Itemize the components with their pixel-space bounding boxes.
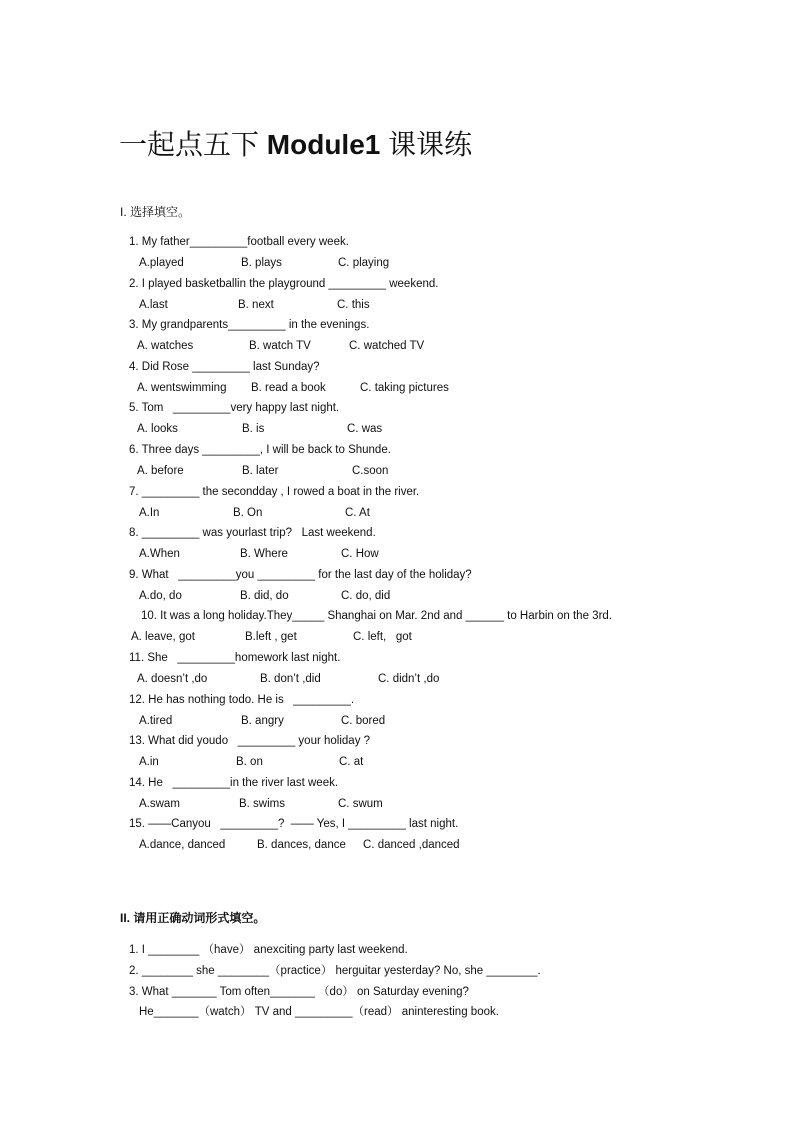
question-text: 6. Three days _________, I will be back to Shunde. xyxy=(129,444,391,456)
option-a: A. watches xyxy=(137,340,194,353)
section2-heading: II. 请用正确动词形式填空。 xyxy=(120,911,266,925)
option-b: B. watch TV xyxy=(249,340,311,353)
section1-heading: I. 选择填空。 xyxy=(120,205,191,219)
title-suffix: 课课练 xyxy=(380,129,473,160)
option-a: A.played xyxy=(139,257,184,269)
option-a: A.last xyxy=(139,298,168,311)
fill-in-line: 3. What _______ Tom often_______ （do） on Saturday evening? xyxy=(129,986,469,998)
question-text: 7. _________ the secondday , I rowed a boat in the river. xyxy=(129,485,420,498)
question-text: 9. What _________you _________ for the last day of the holiday? xyxy=(129,568,472,581)
question-text: 1. My father_________football every week. xyxy=(129,236,349,248)
option-c: C. left, got xyxy=(353,631,412,644)
option-b: B. is xyxy=(242,423,265,436)
option-b: B. read a book xyxy=(251,381,326,394)
option-b: B. Where xyxy=(240,548,288,561)
fill-in-line: He_______（watch） TV and _________（read） aninteresting book. xyxy=(139,1006,499,1018)
option-b: B. On xyxy=(233,506,263,519)
option-b: B. plays xyxy=(241,257,282,269)
option-c: C. playing xyxy=(338,257,390,269)
option-c: C. do, did xyxy=(341,589,391,602)
option-b: B. angry xyxy=(241,714,284,727)
question-text: 3. My grandparents_________ in the evenings. xyxy=(129,319,370,332)
question-text: 11. She _________homework last night. xyxy=(129,652,341,664)
option-a: A. leave, got xyxy=(131,631,195,644)
option-c: C. watched TV xyxy=(349,340,425,353)
option-c: C. this xyxy=(337,298,370,311)
question-text: 15. ——Canyou _________? —— Yes, I _________ last night. xyxy=(129,818,459,831)
option-c: C. was xyxy=(347,423,383,436)
option-a: A.do, do xyxy=(139,589,182,602)
question-text: 4. Did Rose _________ last Sunday? xyxy=(129,360,320,373)
option-b: B.left , get xyxy=(245,631,297,644)
option-a: A.tired xyxy=(139,714,173,727)
title-prefix: 一起点五下 xyxy=(119,129,267,160)
option-b: B. don’t ,did xyxy=(260,673,321,685)
option-a: A.When xyxy=(139,548,180,561)
option-a: A. before xyxy=(137,465,184,477)
question-text: 13. What did youdo _________ your holiday ? xyxy=(129,735,371,748)
title-module: Module1 xyxy=(266,129,381,160)
option-c: C. taking pictures xyxy=(360,381,449,394)
option-b: B. next xyxy=(238,298,274,311)
option-c: C. How xyxy=(341,548,379,561)
option-a: A. looks xyxy=(137,423,178,436)
question-text: 5. Tom _________very happy last night. xyxy=(129,402,340,415)
option-c: C. bored xyxy=(341,714,386,727)
question-text: 14. He _________in the river last week. xyxy=(129,776,339,789)
option-b: B. on xyxy=(236,756,263,769)
question-text: 8. _________ was yourlast trip? Last weekend. xyxy=(129,527,376,540)
fill-in-line: 2. ________ she ________（practice） herguitar yesterday? No, she ________. xyxy=(129,965,541,977)
option-c: C. didn’t ,do xyxy=(378,673,440,685)
option-a: A.swam xyxy=(139,797,180,810)
option-c: C. at xyxy=(339,756,364,769)
question-text: 10. It was a long holiday.They_____ Shanghai on Mar. 2nd and ______ to Harbin on the 3rd. xyxy=(141,610,612,623)
page-title xyxy=(119,127,472,163)
option-a: A.in xyxy=(139,756,159,769)
fill-in-line: 1. I ________ （have） anexciting party last weekend. xyxy=(129,944,408,956)
option-b: B. swims xyxy=(239,797,285,810)
option-c: C. danced ,danced xyxy=(363,839,460,852)
option-c: C.soon xyxy=(352,465,389,477)
option-b: B. later xyxy=(242,465,279,477)
question-text: 12. He has nothing todo. He is _________. xyxy=(129,693,355,706)
option-c: C. At xyxy=(345,506,370,519)
option-b: B. dances, dance xyxy=(257,839,346,852)
option-b: B. did, do xyxy=(240,589,289,602)
option-a: A. doesn’t ,do xyxy=(137,673,208,685)
option-c: C. swum xyxy=(338,797,383,810)
option-a: A.In xyxy=(139,506,160,519)
option-a: A. wentswimming xyxy=(137,381,227,394)
option-a: A.dance, danced xyxy=(139,839,226,852)
question-text: 2. I played basketballin the playground _________ weekend. xyxy=(129,277,439,290)
